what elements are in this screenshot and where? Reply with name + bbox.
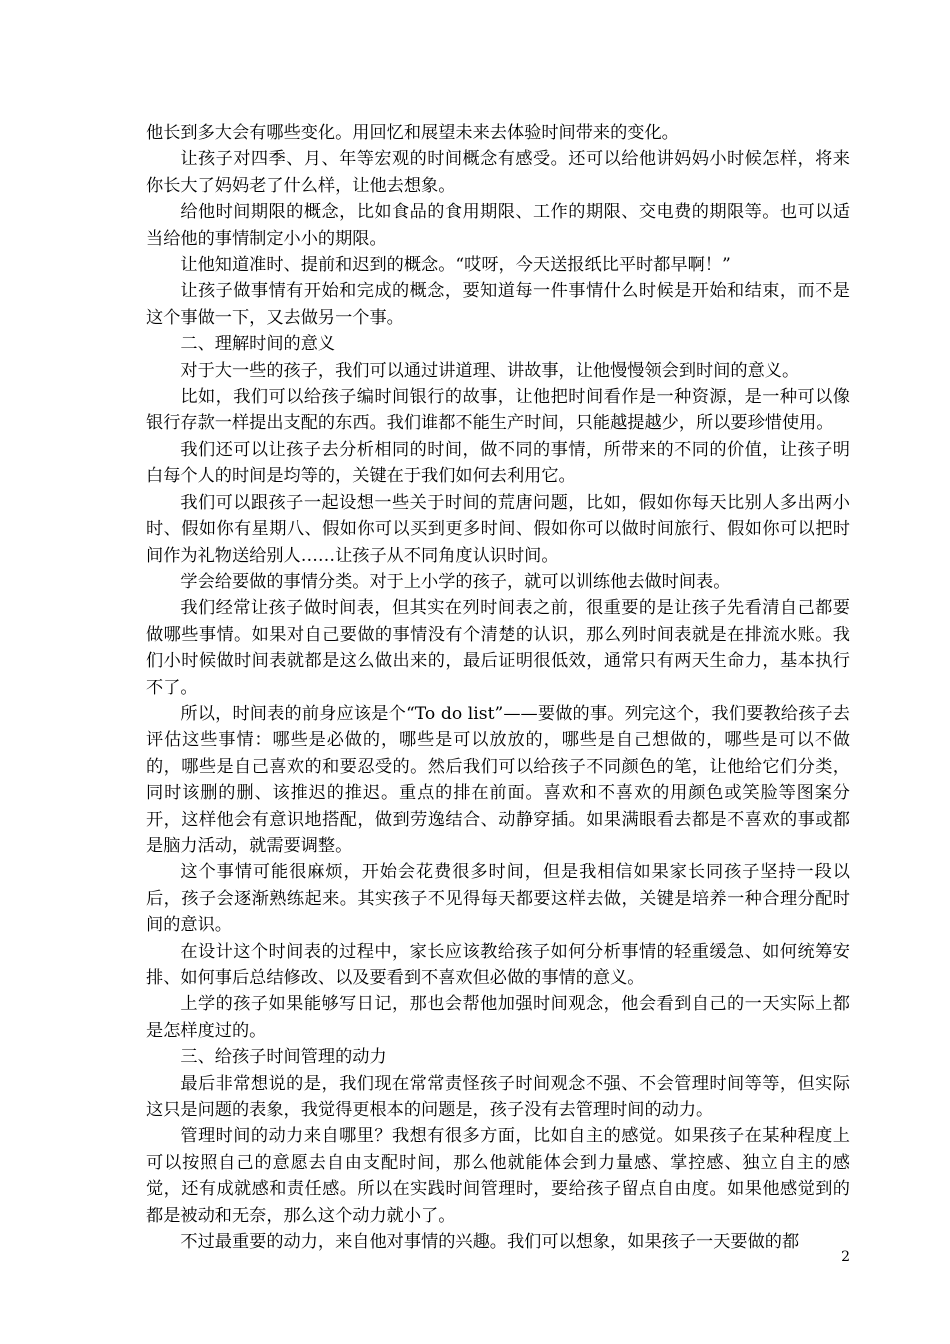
paragraph: 管理时间的动力来自哪里？我想有很多方面，比如自主的感觉。如果孩子在某种程度上可以按照自己的意愿去自由支配时间，那么他就能体会到力量感、掌控感、独立自主的感觉，还有成就感和责任感。所以在实践时间管理时，要给孩子留点自由度。如果他感觉到的都是被动和无奈，那么这个动力就小了。 (146, 1126, 850, 1226)
paragraph: 在设计这个时间表的过程中，家长应该教给孩子如何分析事情的轻重缓急、如何统筹安排、如何事后总结修改、以及要看到不喜欢但必做的事情的意义。 (146, 941, 850, 988)
paragraph: 上学的孩子如果能够写日记，那也会帮他加强时间观念，他会看到自己的一天实际上都是怎样度过的。 (146, 994, 850, 1041)
paragraph: 让他知道准时、提前和迟到的概念。“哎呀，今天送报纸比平时都早啊！” (180, 255, 731, 276)
paragraph: 让孩子做事情有开始和完成的概念，要知道每一件事情什么时候是开始和结束，而不是这个事做一下，又去做另一个事。 (146, 281, 850, 328)
paragraph: 比如，我们可以给孩子编时间银行的故事，让他把时间看作是一种资源，是一种可以像银行存款一样提出支配的东西。我们谁都不能生产时间，只能越提越少，所以要珍惜使用。 (146, 387, 850, 434)
paragraph: 学会给要做的事情分类。对于上小学的孩子，就可以训练他去做时间表。 (180, 571, 731, 592)
paragraph: 最后非常想说的是，我们现在常常责怪孩子时间观念不强、不会管理时间等等，但实际这只是问题的表象，我觉得更根本的问题是，孩子没有去管理时间的动力。 (146, 1073, 850, 1121)
page-number: 2 (841, 1249, 850, 1265)
paragraph: 不过最重要的动力，来自他对事情的兴趣。我们可以想象，如果孩子一天要做的都 (180, 1232, 800, 1253)
paragraph: 我们可以跟孩子一起设想一些关于时间的荒唐问题，比如，假如你每天比别人多出两小时、假如你有星期八、假如你可以买到更多时间、假如你可以做时间旅行、假如你可以把时间作为礼物送给别人……让孩子从不同角度认识时间。 (146, 492, 850, 566)
paragraph: 我们经常让孩子做时间表，但其实在列时间表之前，很重要的是让孩子先看清自己都要做哪些事情。如果对自己要做的事情没有个清楚的认识，那么列时间表就是在排流水账。我们小时候做时间表就都是这么做出来的，最后证明很低效，通常只有两天生命力，基本执行不了。 (146, 598, 850, 698)
paragraph: 这个事情可能很麻烦，开始会花费很多时间，但是我相信如果家长同孩子坚持一段以后，孩子会逐渐熟练起来。其实孩子不见得每天都要这样去做，关键是培养一种合理分配时间的意识。 (146, 862, 850, 936)
body-text (146, 120, 850, 1255)
paragraph: 让孩子对四季、月、年等宏观的时间概念有感受。还可以给他讲妈妈小时候怎样，将来你长大了妈妈老了什么样，让他去想象。 (146, 149, 850, 196)
section-heading: 二、理解时间的意义 (180, 334, 336, 355)
paragraph: 我们还可以让孩子去分析相同的时间，做不同的事情，所带来的不同的价值，让孩子明白每个人的时间是均等的，关键在于我们如何去利用它。 (146, 439, 850, 487)
paragraph: 对于大一些的孩子，我们可以通过讲道理、讲故事，让他慢慢领会到时间的意义。 (180, 360, 800, 381)
paragraph: 所以，时间表的前身应该是个“To do list”——要做的事。列完这个，我们要教给孩子去评估这些事情：哪些是必做的，哪些是可以放放的，哪些是自己想做的，哪些是可以不做的，哪些是自己喜欢的和要忍受的。然后我们可以给孩子不同颜色的笔，让他给它们分类，同时该删的删、该推迟的推迟。重点的排在前面。喜欢和不喜欢的用颜色或笑脸等图案分开，这样他会有意识地搭配，做到劳逸结合、动静穿插。如果满眼看去都是不喜欢的事或都是脑力活动，就需要调整。 (146, 703, 850, 856)
paragraph: 他长到多大会有哪些变化。用回忆和展望未来去体验时间带来的变化。 (146, 123, 679, 143)
paragraph: 给他时间期限的概念，比如食品的食用期限、工作的期限、交电费的期限等。也可以适当给他的事情制定小小的期限。 (146, 202, 850, 249)
section-heading: 三、给孩子时间管理的动力 (180, 1047, 387, 1068)
